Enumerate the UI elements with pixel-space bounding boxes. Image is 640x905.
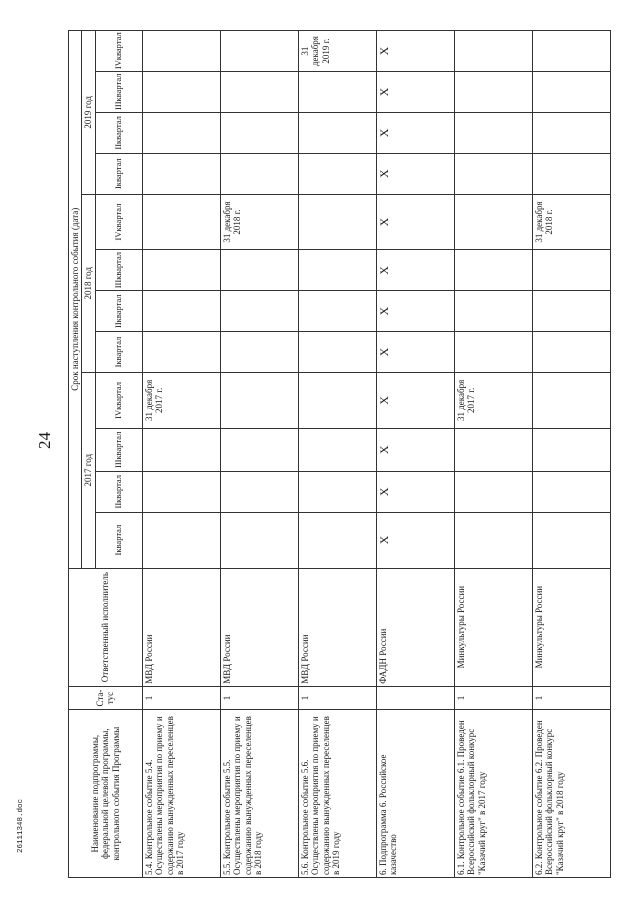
deadline-cell (454, 512, 532, 568)
event-name-cell: 6.2. Контрольное событие 6.2. Проведен Всероссийский фольклорный конкурс "Казачий круг" в 2018 году (532, 710, 610, 878)
quarter-number: III (113, 279, 124, 289)
table-row (454, 31, 532, 878)
deadline-cell (298, 250, 376, 291)
control-events-table (68, 30, 611, 878)
deadline-cell (532, 153, 610, 194)
document-reference: 26111348.doc (17, 798, 25, 853)
deadline-cell (298, 291, 376, 332)
executor-cell: Минкультуры России (532, 568, 610, 686)
status-cell: 1 (454, 686, 532, 710)
deadline-cell (142, 471, 220, 512)
event-name-cell: 5.6. Контрольное событие 5.6. Осуществлены мероприятия по приему и содержанию вынужденных переселенцев в 2019 году (298, 710, 376, 878)
event-name-cell: 5.4. Контрольное событие 5.4. Осуществлены мероприятия по приему и содержанию вынужденных переселенцев в 2017 году (142, 710, 220, 878)
deadline-cell: 31 декабря 2018 г. (532, 194, 610, 250)
quarter-number: II (113, 143, 124, 150)
deadline-cell (532, 428, 610, 471)
deadline-cell (532, 512, 610, 568)
deadline-cell (220, 112, 298, 153)
header-quarter (95, 471, 142, 512)
rotated-table-sheet (68, 30, 565, 878)
x-mark-cell: X (376, 72, 454, 113)
quarter-number: I (113, 364, 124, 368)
header-quarter (95, 512, 142, 568)
header-quarter (95, 372, 142, 428)
x-mark-cell: X (376, 291, 454, 332)
deadline-cell (220, 72, 298, 113)
deadline-cell: 31 декабря 2017 г. (454, 372, 532, 428)
quarter-word: квартал (113, 431, 124, 460)
quarter-word: квартал (113, 251, 124, 280)
deadline-cell (220, 153, 298, 194)
header-quarter (95, 153, 142, 194)
deadline-cell (298, 471, 376, 512)
quarter-word: квартал (113, 116, 124, 144)
header-executor: Ответственный исполнитель (69, 568, 143, 686)
quarter-word: квартал (113, 32, 124, 61)
header-year-2017: 2017 год (82, 372, 95, 568)
page-number: 24 (35, 432, 54, 449)
quarter-word: квартал (113, 524, 124, 553)
x-mark-cell: X (376, 31, 454, 72)
quarter-word: квартал (113, 381, 124, 410)
x-mark-cell: X (376, 250, 454, 291)
x-mark-cell: X (376, 512, 454, 568)
executor-cell: МВД России (142, 568, 220, 686)
deadline-cell (532, 332, 610, 373)
deadline-cell (220, 512, 298, 568)
deadline-cell (142, 332, 220, 373)
deadline-cell (454, 194, 532, 250)
deadline-cell (532, 112, 610, 153)
deadline-cell (298, 112, 376, 153)
x-mark-cell: X (376, 194, 454, 250)
deadline-cell (220, 291, 298, 332)
quarter-number: IV (113, 231, 124, 241)
status-cell: 1 (298, 686, 376, 710)
quarter-number: I (113, 552, 124, 556)
deadline-cell (298, 153, 376, 194)
x-mark-cell: X (376, 332, 454, 373)
deadline-cell (454, 428, 532, 471)
executor-cell: МВД России (220, 568, 298, 686)
table-row (376, 31, 454, 878)
quarter-word: квартал (113, 158, 124, 187)
deadline-cell (220, 471, 298, 512)
quarter-number: III (113, 101, 124, 110)
quarter-number: II (113, 502, 124, 509)
event-name-cell: 5.5. Контрольное событие 5.5. Осуществлены мероприятия по приему и содержанию вынужденных переселенцев в 2018 году (220, 710, 298, 878)
deadline-cell (454, 291, 532, 332)
deadline-cell: 31 декабря 2018 г. (220, 194, 298, 250)
deadline-cell (220, 372, 298, 428)
table-row (532, 31, 610, 878)
status-cell: 1 (532, 686, 610, 710)
header-name: Наименование подпрограммы, федеральной целевой программы, контрольного события Программы (69, 710, 143, 878)
header-deadline: Срок наступления контрольного события (дата) (69, 31, 82, 569)
deadline-cell (220, 250, 298, 291)
x-mark-cell: X (376, 372, 454, 428)
deadline-cell (142, 72, 220, 113)
quarter-word: квартал (113, 474, 124, 503)
table-row (220, 31, 298, 878)
deadline-cell (454, 471, 532, 512)
quarter-number: II (113, 322, 124, 328)
x-mark-cell: X (376, 471, 454, 512)
deadline-cell (532, 471, 610, 512)
deadline-cell (142, 291, 220, 332)
x-mark-cell: X (376, 112, 454, 153)
header-quarter (95, 112, 142, 153)
executor-cell: МВД России (298, 568, 376, 686)
header-year-2019: 2019 год (82, 31, 95, 195)
deadline-cell (220, 428, 298, 471)
deadline-cell (454, 31, 532, 72)
quarter-word: квартал (113, 73, 124, 102)
table-row (298, 31, 376, 878)
executor-cell: ФАДН России (376, 568, 454, 686)
quarter-word: квартал (113, 336, 124, 365)
event-name-cell: 6.1. Контрольное событие 6.1. Проведен Всероссийский фольклорный конкурс "Казачий круг" в 2017 году (454, 710, 532, 878)
quarter-number: I (113, 186, 124, 190)
deadline-cell (298, 372, 376, 428)
header-status: Ста-тус (69, 686, 143, 710)
deadline-cell (454, 250, 532, 291)
quarter-number: III (113, 459, 124, 468)
event-name-cell: 6. Подпрограмма 6. Российское казачество (376, 710, 454, 878)
deadline-cell (298, 194, 376, 250)
deadline-cell: 31 декабря 2017 г. (142, 372, 220, 428)
deadline-cell (532, 291, 610, 332)
deadline-cell (298, 428, 376, 471)
deadline-cell (142, 31, 220, 72)
deadline-cell (454, 153, 532, 194)
executor-cell: Минкультуры России (454, 568, 532, 686)
deadline-cell (532, 372, 610, 428)
quarter-number: IV (113, 409, 124, 419)
deadline-cell (454, 72, 532, 113)
header-year-2018: 2018 год (82, 194, 95, 372)
deadline-cell (454, 332, 532, 373)
header-quarter (95, 250, 142, 291)
header-quarter (95, 332, 142, 373)
deadline-cell (142, 512, 220, 568)
table-row (142, 31, 220, 878)
status-cell (376, 686, 454, 710)
header-quarter (95, 72, 142, 113)
header-quarter (95, 428, 142, 471)
header-quarter (95, 291, 142, 332)
quarter-number: IV (113, 60, 124, 70)
deadline-cell (532, 31, 610, 72)
deadline-cell (298, 72, 376, 113)
header-quarter (95, 31, 142, 72)
deadline-cell (298, 512, 376, 568)
deadline-cell (454, 112, 532, 153)
x-mark-cell: X (376, 153, 454, 194)
deadline-cell (298, 332, 376, 373)
quarter-word: квартал (113, 203, 124, 232)
quarter-word: квартал (113, 294, 124, 323)
deadline-cell (142, 428, 220, 471)
status-cell: 1 (220, 686, 298, 710)
deadline-cell (220, 332, 298, 373)
deadline-cell (142, 112, 220, 153)
deadline-cell: 31 декабря 2019 г. (298, 31, 376, 72)
status-cell: 1 (142, 686, 220, 710)
deadline-cell (220, 31, 298, 72)
deadline-cell (142, 194, 220, 250)
deadline-cell (532, 250, 610, 291)
x-mark-cell: X (376, 428, 454, 471)
table-body (142, 31, 610, 878)
header-quarter (95, 194, 142, 250)
deadline-cell (532, 72, 610, 113)
deadline-cell (142, 153, 220, 194)
deadline-cell (142, 250, 220, 291)
